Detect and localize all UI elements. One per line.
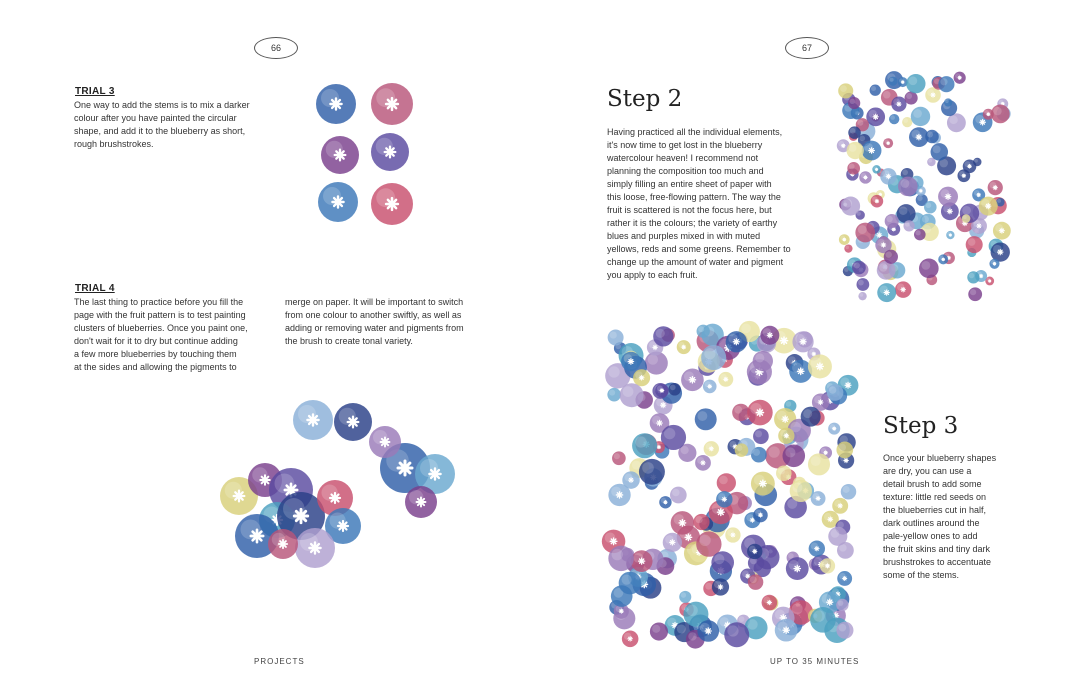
blueberry-shape [608, 546, 633, 571]
blueberry-shape [938, 254, 948, 264]
blueberry-shape [293, 400, 333, 440]
trial3-blueberry-illustration [310, 78, 425, 233]
step3-line: Once your blueberry shapes [883, 453, 997, 463]
step2-line: simply filling an entire sheet of paper with [607, 179, 772, 189]
blueberry-shape [828, 423, 840, 435]
blueberry-shape [891, 96, 906, 111]
step3-text [883, 452, 1013, 582]
step2-line: blues and purples mixed in with muted [607, 231, 761, 241]
trial4-line: The last thing to practice before you fill the [74, 297, 244, 307]
blueberry-shape [877, 261, 896, 280]
blueberry-shape [753, 351, 773, 371]
blueberry-shape [946, 231, 954, 239]
trial4-line: the brush to create tonal variety. [285, 336, 413, 346]
trial3-heading: TRIAL 3 [75, 86, 115, 97]
blueberry-shape [880, 168, 897, 185]
blueberry-shape [979, 197, 998, 216]
blueberry-shape [827, 384, 844, 401]
footer-left: PROJECTS [254, 657, 305, 666]
blueberry-shape [371, 133, 409, 171]
step2-text [607, 126, 817, 282]
blueberry-shape [671, 511, 694, 534]
blueberry-shape [631, 550, 653, 572]
blueberry-shape [725, 527, 740, 542]
blueberry-shape [726, 331, 747, 352]
blueberry-shape [885, 214, 899, 228]
blueberry-shape [659, 496, 671, 508]
blueberry-shape [668, 383, 680, 395]
blueberry-shape [316, 84, 356, 124]
step2-line: watercolour heaven! I recommend not [607, 153, 759, 163]
trial4-text-col1 [74, 296, 279, 374]
blueberry-shape [786, 557, 809, 580]
blueberry-shape [820, 558, 835, 573]
blueberry-shape [810, 607, 836, 633]
blueberry-shape [947, 113, 966, 132]
step2-line: you apply to each fruit. [607, 270, 698, 280]
blueberry-shape [808, 354, 832, 378]
blueberry-shape [847, 162, 860, 175]
blueberry-shape [962, 214, 971, 223]
step3-line: some of the stems. [883, 570, 960, 580]
blueberry-shape [855, 223, 875, 243]
blueberry-shape [938, 187, 958, 207]
page-number-left: 66 [254, 37, 298, 59]
step3-title: Step 3 [883, 413, 959, 439]
blueberry-shape [753, 428, 769, 444]
blueberry-shape [735, 443, 749, 457]
blueberry-shape [836, 442, 853, 459]
trial4-line: adding or removing water and pigments from [285, 323, 464, 333]
blueberry-shape [663, 533, 682, 552]
blueberry-shape [790, 480, 812, 502]
blueberry-shape [870, 85, 881, 96]
blueberry-shape [639, 459, 665, 485]
step2-pattern-illustration [835, 66, 1015, 306]
step2-line: fruit is scattered is not the focus here, but [607, 205, 772, 215]
blueberry-shape [852, 261, 866, 275]
step2-line: planning the composition too much and [607, 166, 764, 176]
blueberry-shape [711, 551, 734, 574]
blueberry-shape [877, 283, 896, 302]
trial3-line: One way to add the stems is to mix a darker [74, 100, 250, 110]
blueberry-shape [747, 400, 773, 426]
blueberry-shape [847, 142, 864, 159]
trial4-line: don't wait for it to dry but continue adding [74, 336, 238, 346]
step3-line: texture: little red seeds on [883, 492, 987, 502]
blueberry-shape [848, 97, 860, 109]
blueberry-shape [318, 182, 358, 222]
step3-line: the blueberries cut in half, [883, 505, 987, 515]
blueberry-shape [991, 105, 1010, 124]
blueberry-shape [782, 445, 805, 468]
blueberry-shape [633, 369, 650, 386]
trial4-cluster-illustration [195, 398, 465, 568]
blueberry-shape [836, 599, 848, 611]
blueberry-shape [732, 404, 749, 421]
blueberry-shape [697, 325, 710, 338]
blueberry-shape [268, 529, 298, 559]
blueberry-shape [371, 83, 413, 125]
blueberry-shape [717, 473, 736, 492]
blueberry-shape [841, 484, 857, 500]
blueberry-shape [716, 491, 732, 507]
page-number-right: 67 [785, 37, 829, 59]
step3-line: are dry, you can use a [883, 466, 972, 476]
blueberry-shape [838, 83, 853, 98]
blueberry-shape [897, 204, 916, 223]
blueberry-shape [608, 329, 624, 345]
step3-line: brushstrokes to accentuate [883, 557, 992, 567]
blueberry-shape [760, 326, 779, 345]
step2-line: yellows, reds and some greens. Remember to [607, 244, 791, 254]
blueberry-shape [858, 292, 866, 300]
trial3-line: colour after you have painted the circular [74, 113, 237, 123]
blueberry-shape [670, 487, 687, 504]
blueberry-shape [693, 514, 709, 530]
blueberry-shape [620, 383, 644, 407]
blueberry-shape [902, 117, 912, 127]
blueberry-shape [895, 281, 911, 297]
blueberry-shape [841, 196, 860, 215]
blueberry-shape [832, 498, 848, 514]
step3-line: pale-yellow ones to add [883, 531, 978, 541]
blueberry-shape [837, 571, 852, 586]
blueberry-shape [903, 220, 914, 231]
blueberry-shape [762, 595, 778, 611]
blueberry-shape [988, 180, 1003, 195]
trial4-heading: TRIAL 4 [75, 283, 115, 294]
footer-right: UP TO 35 MINUTES [770, 657, 860, 666]
blueberry-shape [622, 471, 639, 488]
blueberry-shape [778, 428, 794, 444]
blueberry-shape [704, 441, 719, 456]
blueberry-shape [621, 352, 641, 372]
blueberry-shape [911, 107, 930, 126]
blueberry-shape [748, 574, 764, 590]
step2-line: it's now time to get lost in the blueberry [607, 140, 763, 150]
blueberry-shape [712, 578, 729, 595]
blueberry-shape [334, 403, 372, 441]
blueberry-shape [753, 508, 768, 523]
blueberry-shape [295, 528, 335, 568]
blueberry-shape [954, 72, 966, 84]
step2-title: Step 2 [607, 86, 683, 112]
trial4-text-col2 [285, 296, 495, 348]
blueberry-shape [856, 278, 869, 291]
blueberry-shape [944, 98, 952, 106]
blueberry-shape [848, 126, 861, 139]
trial4-line: at the sides and allowing the pigments to [74, 362, 237, 372]
blueberry-shape [938, 76, 954, 92]
blueberry-shape [872, 165, 881, 174]
step2-line: rather it is the colours; the variety of earthy [607, 218, 778, 228]
step3-pattern-illustration [602, 322, 857, 647]
trial4-line: from one colour to another swiftly, as well as [285, 310, 462, 320]
blueberry-shape [695, 455, 711, 471]
blueberry-shape [836, 622, 853, 639]
blueberry-shape [844, 244, 852, 252]
blueberry-shape [775, 619, 798, 642]
blueberry-shape [369, 426, 401, 458]
trial3-line: shape, and add it to the blueberry as short, [74, 126, 246, 136]
blueberry-shape [808, 453, 830, 475]
trial4-line: page with the fruit pattern is to test painting [74, 310, 246, 320]
blueberry-shape [703, 380, 717, 394]
trial4-line: clusters of blueberries. Once you paint one, [74, 323, 248, 333]
blueberry-shape [925, 130, 939, 144]
blueberry-shape [924, 201, 937, 214]
blueberry-shape [888, 77, 897, 86]
blueberry-shape [695, 408, 717, 430]
blueberry-shape [906, 74, 925, 93]
blueberry-shape [828, 527, 847, 546]
blueberry-shape [809, 540, 825, 556]
blueberry-shape [776, 466, 792, 482]
blueberry-shape [889, 114, 899, 124]
step2-line: Having practiced all the individual elements, [607, 127, 783, 137]
blueberry-shape [811, 491, 826, 506]
blueberry-shape [653, 326, 673, 346]
blueberry-shape [839, 234, 850, 245]
blueberry-shape [619, 572, 642, 595]
blueberry-shape [963, 159, 977, 173]
blueberry-shape [862, 141, 882, 161]
blueberry-shape [724, 622, 749, 647]
blueberry-shape [655, 384, 669, 398]
blueberry-shape [747, 544, 762, 559]
trial4-line: a few more blueberries by touching them [74, 349, 237, 359]
blueberry-shape [931, 143, 948, 160]
blueberry-shape [898, 77, 908, 87]
trial4-line: merge on paper. It will be important to switch [285, 297, 464, 307]
blueberry-shape [919, 259, 939, 279]
blueberry-shape [801, 407, 821, 427]
blueberry-shape [679, 591, 691, 603]
blueberry-shape [883, 138, 893, 148]
blueberry-shape [321, 136, 359, 174]
blueberry-shape [405, 486, 437, 518]
blueberry-shape [371, 183, 413, 225]
step3-line: detail brush to add some [883, 479, 982, 489]
blueberry-shape [697, 620, 719, 642]
blueberry-shape [718, 372, 733, 387]
blueberry-shape [866, 107, 885, 126]
blueberry-shape [871, 195, 884, 208]
step2-line: this loose, free-flowing pattern. The way the [607, 192, 781, 202]
step3-line: the fruit skins and tiny dark [883, 544, 991, 554]
blueberry-shape [607, 388, 621, 402]
blueberry-shape [884, 250, 898, 264]
trial3-text [74, 99, 274, 151]
blueberry-shape [650, 622, 668, 640]
blueberry-shape [677, 340, 691, 354]
blueberry-shape [989, 259, 999, 269]
blueberry-shape [968, 287, 982, 301]
blueberry-shape [967, 271, 979, 283]
blueberry-shape [612, 451, 626, 465]
blueberry-shape [898, 177, 918, 197]
blueberry-shape [966, 236, 983, 253]
step2-line: change up the amount of water and pigment [607, 257, 784, 267]
blueberry-shape [914, 229, 926, 241]
blueberry-shape [701, 345, 726, 370]
trial3-line: rough brushstrokes. [74, 139, 154, 149]
blueberry-shape [751, 472, 775, 496]
blueberry-shape [632, 433, 657, 458]
blueberry-shape [622, 631, 639, 648]
blueberry-shape [993, 222, 1011, 240]
blueberry-shape [859, 171, 871, 183]
step3-line: dark outlines around the [883, 518, 980, 528]
